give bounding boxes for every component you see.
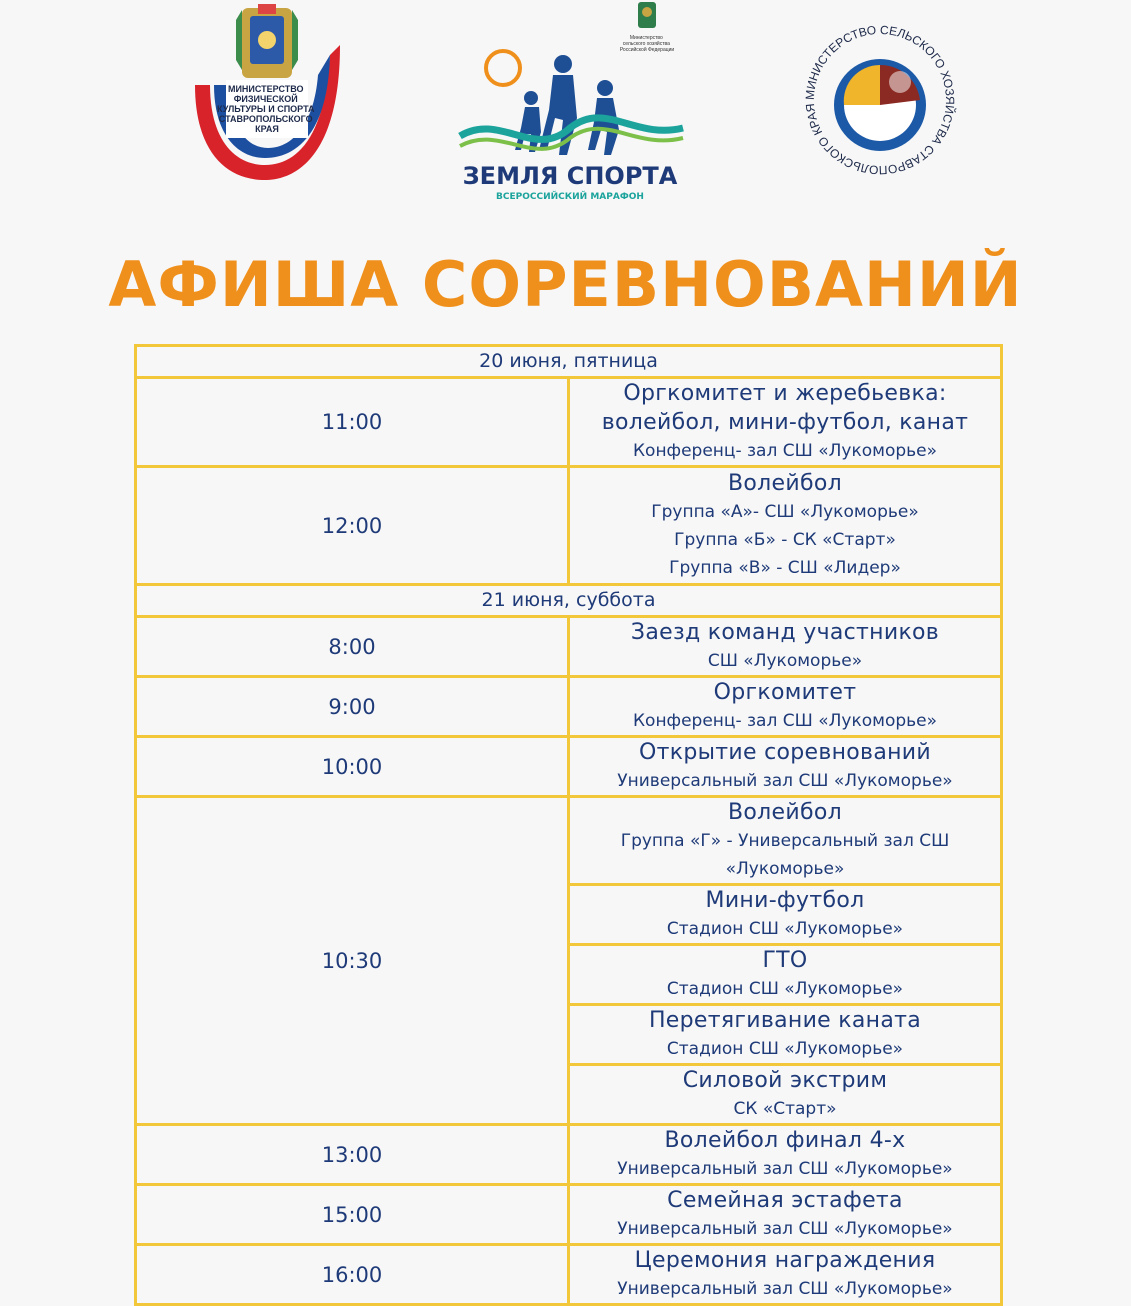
table-row: [136, 1245, 1002, 1305]
event-cell: [569, 378, 1002, 467]
zemlya-sporta-logo: [455, 0, 685, 210]
schedule-table: [134, 344, 1003, 1306]
event-venue: Группа «В» - СШ «Лидер»: [669, 558, 901, 578]
day-header: 21 июня, суббота: [136, 585, 1002, 617]
ministry-sport-logo-text: МИНИСТЕРСТВО ФИЗИЧЕСКОЙ КУЛЬТУРЫ И СПОРТА СТАВРОПОЛЬСКОГО КРАЯ: [216, 84, 315, 134]
event-time: 9:00: [136, 677, 569, 737]
event-venue: Универсальный зал СШ «Лукоморье»: [617, 771, 953, 791]
event-time: 15:00: [136, 1185, 569, 1245]
table-row: [136, 1125, 1002, 1185]
event-venue: Конференц- зал СШ «Лукоморье»: [632, 441, 938, 461]
event-cell: [569, 617, 1002, 677]
event-cell: [569, 1005, 1002, 1065]
event-venue: Группа «Б» - СК «Старт»: [674, 530, 896, 550]
event-name: Оргкомитет и жеребьевка: волейбол, мини-футбол, канат: [601, 381, 969, 435]
event-venue: Универсальный зал СШ «Лукоморье»: [617, 1279, 953, 1299]
event-venue: СК «Старт»: [733, 1099, 837, 1119]
event-name: Волейбол финал 4-х: [664, 1128, 906, 1153]
event-cell: [569, 677, 1002, 737]
ministry-agriculture-circle-text: МИНИСТЕРСТВО СЕЛЬСКОГО ХОЗЯЙСТВА СТАВРОПОЛЬСКОГО КРАЯ: [802, 22, 958, 178]
event-name: Церемония награждения: [634, 1248, 936, 1273]
event-cell: [569, 945, 1002, 1005]
event-name: ГТО: [762, 948, 808, 973]
event-cell: [569, 467, 1002, 585]
coat-of-arms-icon: [236, 4, 298, 78]
zemlya-sporta-title: ЗЕМЛЯ СПОРТА: [462, 162, 678, 190]
event-time: 10:30: [136, 797, 569, 1125]
event-venue: Стадион СШ «Лукоморье»: [666, 919, 904, 939]
table-row: [136, 797, 1002, 885]
ministry-agri-rf-text: Министерство сельского хозяйства Российской Федерации: [619, 35, 675, 53]
ministry-agriculture-logo: [800, 20, 960, 180]
table-row: [136, 467, 1002, 585]
ministry-sport-logo: [190, 0, 350, 190]
event-name: Силовой экстрим: [682, 1068, 888, 1093]
event-name: Заезд команд участников: [630, 620, 940, 645]
day-header-row: [136, 346, 1002, 378]
event-name: Волейбол: [728, 800, 842, 825]
ministry-emblem-icon: [638, 2, 656, 28]
event-cell: [569, 737, 1002, 797]
day-header-row: [136, 585, 1002, 617]
table-row: [136, 1185, 1002, 1245]
event-venue: Конференц- зал СШ «Лукоморье»: [632, 711, 938, 731]
event-name: Семейная эстафета: [667, 1188, 903, 1213]
event-venue: Группа «А»- СШ «Лукоморье»: [651, 502, 919, 522]
event-cell: [569, 797, 1002, 885]
event-time: 16:00: [136, 1245, 569, 1305]
event-cell: [569, 1125, 1002, 1185]
event-name: Мини-футбол: [705, 888, 865, 913]
event-cell: [569, 1185, 1002, 1245]
event-cell: [569, 885, 1002, 945]
zemlya-sporta-subtitle: ВСЕРОССИЙСКИЙ МАРАФОН: [496, 192, 644, 202]
table-row: [136, 617, 1002, 677]
event-venue: Универсальный зал СШ «Лукоморье»: [617, 1219, 953, 1239]
event-venue: Универсальный зал СШ «Лукоморье»: [617, 1159, 953, 1179]
event-name: Перетягивание каната: [648, 1008, 922, 1033]
event-cell: [569, 1245, 1002, 1305]
event-time: 13:00: [136, 1125, 569, 1185]
event-name: Волейбол: [728, 471, 842, 496]
event-time: 8:00: [136, 617, 569, 677]
event-time: 10:00: [136, 737, 569, 797]
table-row: [136, 677, 1002, 737]
table-row: [136, 737, 1002, 797]
sun-icon: [486, 51, 520, 85]
event-name: Оргкомитет: [713, 680, 857, 705]
event-venue: СШ «Лукоморье»: [707, 651, 863, 671]
event-venue: Стадион СШ «Лукоморье»: [666, 1039, 904, 1059]
day-header: 20 июня, пятница: [136, 346, 1002, 378]
event-name: Открытие соревнований: [639, 740, 931, 765]
event-venue: Группа «Г» - Универсальный зал СШ «Лукоморье»: [620, 831, 950, 879]
event-time: 12:00: [136, 467, 569, 585]
event-time: 11:00: [136, 378, 569, 467]
page-title: АФИША СОРЕВНОВАНИЙ: [108, 248, 1023, 321]
event-venue: Стадион СШ «Лукоморье»: [666, 979, 904, 999]
event-cell: [569, 1065, 1002, 1125]
table-row: [136, 378, 1002, 467]
